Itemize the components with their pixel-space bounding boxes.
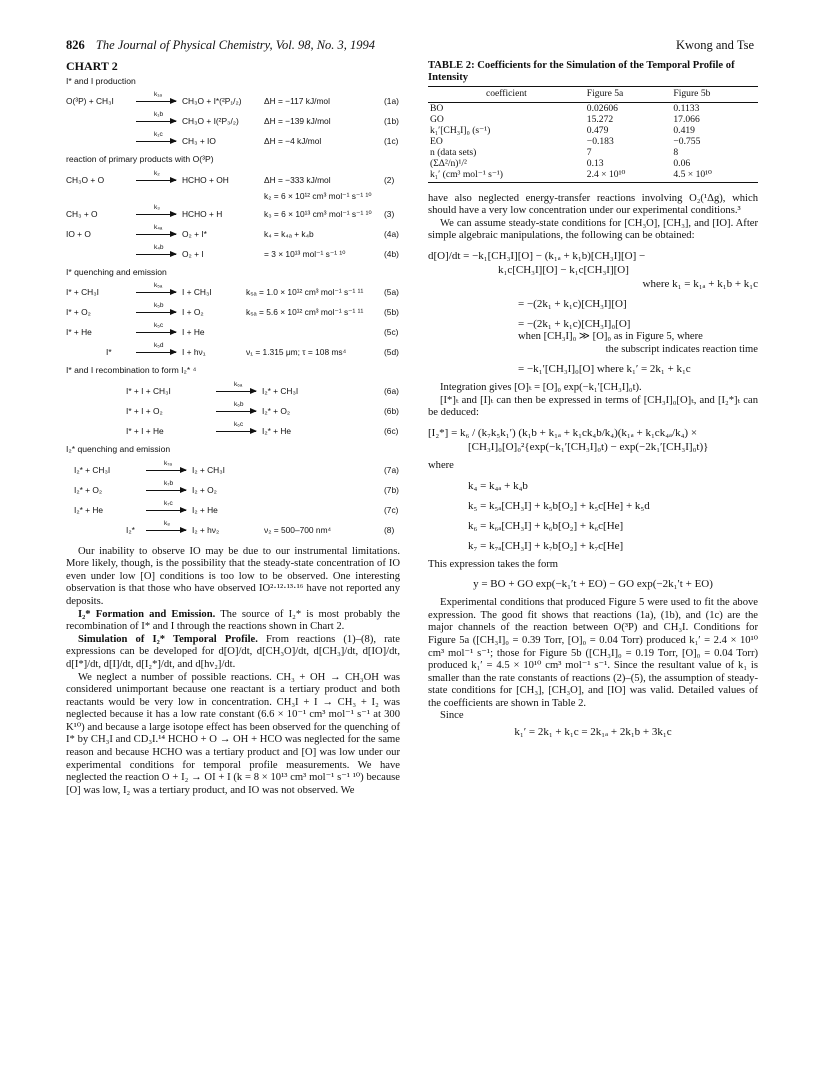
reaction-4a: IO + O k₄ₐ O₂ + I* k₄ = k₄ₐ + k₄b (4a) xyxy=(66,223,399,239)
table-cell: EO xyxy=(430,135,443,147)
arrow xyxy=(136,180,176,181)
equation: = −k₁′[CH₃I]₀[O] where k₁′ = 2k₁ + k₁c xyxy=(518,363,691,376)
arrow xyxy=(136,234,176,235)
reaction-5b: I* + O₂ k₅b I + O₂ k₅ₐ = 5.6 × 10¹² cm³ mol⁻¹ s⁻¹ ¹¹ (5b) xyxy=(66,302,399,318)
table-cell: 2.4 × 10¹⁰ xyxy=(585,169,672,183)
equation-i2-concentration: [I₂*] = k₆ / (k₇k₅k₁′) (k₁b + k₁ₐ + k₁ck₄b/k₄)(k₁ₐ + k₁ck₄ₐ/k₄) × [CH₃I]₀[O]₀²{exp(−k₁′[CH₃I]₀t) − exp(−2k₁′[CH₃I]₀t)} xyxy=(428,426,709,453)
equation-rate-o: d[O]/dt = −k₁[CH₃I][O] − (k₁ₐ + k₁b)[CH₃I][O] − k₁c[CH₃I][O] − k₁c[CH₃I][O] where k₁ = k₁ₐ + k₁b + k₁c xyxy=(428,249,758,290)
table-cell: −0.755 xyxy=(673,135,701,147)
reaction-7c: I₂* + He k₇c I₂ + He (7c) xyxy=(74,499,399,515)
table-cell: 4.5 × 10¹⁰ xyxy=(671,169,758,183)
arrow xyxy=(216,391,256,392)
table-cell: BO xyxy=(430,102,444,114)
arrow xyxy=(216,431,256,432)
arrow xyxy=(136,141,176,142)
table-cell: 0.1133 xyxy=(673,102,700,114)
arrow xyxy=(136,292,176,293)
left-column xyxy=(66,60,400,797)
table-cell: 0.02606 xyxy=(586,102,618,114)
table-cell: 0.479 xyxy=(586,124,609,136)
table-header-cell: Figure 5b xyxy=(671,87,758,103)
table-cell: 0.06 xyxy=(673,157,691,169)
reaction-5a: I* + CH₃I k₅ₐ I + CH₃I k₅ₐ = 1.0 × 10¹² cm³ mol⁻¹ s⁻¹ ¹¹ (5a) xyxy=(66,282,399,298)
running-header xyxy=(66,38,754,54)
arrow xyxy=(146,470,186,471)
section-label: I* quenching and emission xyxy=(66,266,167,277)
reaction-5d: I* k₅d I + hν₁ ν₁ = 1.315 μm; τ = 108 ms⁴ (5d) xyxy=(106,342,399,358)
section-label: I₂* quenching and emission xyxy=(66,443,171,454)
reaction-6b: I* + I + O₂ k₆b I₂* + O₂ (6b) xyxy=(126,400,399,416)
equation-note: when [CH₃I]₀ ≫ [O]₀ as in Figure 5, where xyxy=(518,330,703,342)
equation: = −(2k₁ + k₁c)[CH₃I]₀[O] xyxy=(518,317,631,330)
reaction-1a: O(³P) + CH₃I k₁ₐ CH₃O + I*(²P₁/₂) ΔH = −117 kJ/mol (1a) xyxy=(66,91,399,107)
paragraph: We neglect a number of possible reactions. CH₃ + OH → CH₃OH was considered unimportant because one reactant is a tertiary product and both reactants would be very low in concentration. CH₃I + I → CH₃ + I₂ was neglected because it has a low rate constant (6.6 × 10⁻¹ cm³ mol⁻¹ s⁻¹ at 300 K¹⁰) and because a large isotope effect has been observed for the quenching of I* by CH₃I and CD₃I.¹⁴ HCHO + O → OH + HCO was neglected for the same reason and because HCHO was a tertiary product and [O] was low under our experimental conditions for temporal profile measurements. We have neglected the reaction O + I₂ → OI + I (k = 8 × 10¹³ cm³ mol⁻¹ s⁻¹ ¹⁰) because [O] was low, I₂ was a tertiary product, and IO was not observed. We xyxy=(66,671,400,796)
arrow xyxy=(136,352,176,353)
section-label: I* and I production xyxy=(66,75,136,86)
reaction-1b: k₁b CH₃O + I(²P₃/₂) ΔH = −139 kJ/mol (1b) xyxy=(66,111,400,131)
arrow xyxy=(146,490,186,491)
section-label: reaction of primary products with O(³P) xyxy=(66,154,214,165)
arrow xyxy=(136,214,176,215)
paragraph: We can assume steady-state conditions for [CH₃O], [CH₃], and [IO]. After simple algebraic manipulations, the following can be obtained: xyxy=(428,217,758,242)
page-number: 826 xyxy=(66,38,85,52)
table-cell: k₁′ (cm³ mol⁻¹ s⁻¹) xyxy=(428,169,585,183)
reaction-7b: I₂* + O₂ k₇b I₂ + O₂ (7b) xyxy=(74,479,399,495)
reaction-1c: k₁c CH₃ + IO ΔH = −4 kJ/mol (1c) xyxy=(66,131,400,151)
arrow xyxy=(146,510,186,511)
paragraph: Our inability to observe IO may be due to our instrumental limitations. More likely, though, is the possibility that the steady-state concentration of IO even under low [O] conditions is too low to be observed. One interesting observation is that those who have observed IO²·¹²·¹³·¹⁶ have not reported any deposits. xyxy=(66,545,400,607)
reaction-2: CH₃O + O k₂ HCHO + OH ΔH = −333 kJ/mol (2) xyxy=(66,169,395,185)
paragraph: Simulation of I₂* Temporal Profile. From reactions (1)–(8), rate expressions can be developed for d[O]/dt, d[CH₃O]/dt, d[CH₃]/dt, d[IO]/dt, d[I*]/dt, d[I]/dt, d[I₂*]/dt, and d[hν₂]/dt. xyxy=(66,633,400,670)
table-row xyxy=(428,147,758,158)
table-cell: 15.272 xyxy=(586,113,614,125)
right-column xyxy=(428,60,758,745)
table-cell: −0.183 xyxy=(586,135,614,147)
authors: Kwong and Tse xyxy=(675,38,754,52)
table-cell: k₁′[CH₃I]₀ (s⁻¹) xyxy=(430,124,491,136)
table-cell: n (data sets) xyxy=(430,146,477,158)
table-cell: 7 xyxy=(586,146,592,158)
paragraph: have also neglected energy-transfer reactions involving O₂(¹Δg), which should have a very low concentration under our experimental conditions.³ xyxy=(428,192,758,217)
reaction-8: I₂* k₈ I₂ + hν₂ ν₂ = 500–700 nm⁴ (8) xyxy=(126,519,395,535)
table-cell: (ΣΔ²/n)¹/² xyxy=(430,157,467,169)
equation-note: the subscript indicates reaction time xyxy=(605,343,758,355)
paragraph: This expression takes the form xyxy=(428,558,559,570)
arrow xyxy=(146,530,186,531)
table-header-cell: coefficient xyxy=(428,87,585,103)
table-cell: 0.419 xyxy=(673,124,695,136)
arrow xyxy=(136,101,176,102)
section-label: I* and I recombination to form I₂* ⁴ xyxy=(66,365,197,376)
chart-title: CHART 2 xyxy=(66,59,118,73)
reaction-4b: k₄b O₂ + I = 3 × 10¹³ mol⁻¹ s⁻¹ ¹⁰ (4b) xyxy=(66,244,400,264)
rate-constant-2: k₂ = 6 × 10¹² cm³ mol⁻¹ s⁻¹ ¹⁰ xyxy=(264,190,372,201)
journal-citation: The Journal of Physical Chemistry, Vol. 98, No. 3, 1994 xyxy=(95,38,376,52)
table-title: TABLE 2: Coefficients for the Simulation of the Temporal Profile of Intensity xyxy=(428,60,735,83)
paragraph: Integration gives [O]ₜ = [O]₀ exp(−k₁′[CH₃I]₀t). xyxy=(440,382,642,394)
equation-fit: y = BO + GO exp(−k₁′t + EO) − GO exp(−2k₁′t + EO) xyxy=(473,578,713,591)
table-cell: 0.13 xyxy=(586,157,604,169)
arrow xyxy=(216,411,256,412)
arrow xyxy=(136,332,176,333)
arrow xyxy=(136,312,176,313)
reaction-6a: I* + I + CH₃I k₆ₐ I₂* + CH₃I (6a) xyxy=(126,380,399,396)
table-cell: 8 xyxy=(673,146,679,158)
equation: = −(2k₁ + k₁c)[CH₃I][O] xyxy=(518,297,627,310)
equation: k₄ = k₄ₐ + k₄b xyxy=(468,479,528,492)
table-header-row xyxy=(428,87,758,103)
paragraph: Since xyxy=(440,710,464,722)
reaction-5c: I* + He k₅c I + He (5c) xyxy=(66,322,399,338)
table-cell: GO xyxy=(430,113,444,125)
reaction-3: CH₃ + O k₃ HCHO + H k₃ = 6 × 10¹³ cm³ mol⁻¹ s⁻¹ ¹⁰ (3) xyxy=(66,203,395,219)
equation: k₆ = k₆ₐ[CH₃I] + k₆b[O₂] + k₆c[He] xyxy=(468,519,624,532)
where-label: where xyxy=(428,459,454,471)
table-row xyxy=(428,102,758,114)
paragraph: Experimental conditions that produced Figure 5 were used to fit the above expression. The good fit shows that reactions (1a), (1b), and (1c) are the major channels of the reaction between O(³P) and CH₃I. Conditions for Figure 5a ([CH₃I]₀ = 0.39 Torr, [O]₀ = 0.04 Torr) produced k₁′ = 2.4 × 10¹⁰ cm³ mol⁻¹ s⁻¹; those for Figure 5b ([CH₃I]₀ = 0.19 Torr, [O]₀ = 0.04 Torr) produced k₁′ = 4.5 × 10¹⁰ cm³ mol⁻¹ s⁻¹. Since the resultant value of k₁ is smaller than the rate constants of reactions (2)–(5), the assumption of steady-state conditions for [CH₃], [CH₃O], and [IO] was valid. Detailed values of the coefficients are shown in Table 2. xyxy=(428,597,758,709)
paragraph: I₂* Formation and Emission. The source of I₂* is most probably the recombination of I* and I through the reactions shown in Chart 2. xyxy=(66,608,400,633)
table-row xyxy=(428,114,758,125)
table-cell: 17.066 xyxy=(673,113,700,125)
reaction-7a: I₂* + CH₃I k₇ₐ I₂ + CH₃I (7a) xyxy=(74,459,399,475)
paragraph: [I*]ₜ and [I]ₜ can then be expressed in terms of [CH₃I]₀[O]ₜ, and [I₂*]ₜ can be deduced: xyxy=(428,394,758,419)
table-row xyxy=(428,125,758,136)
arrow xyxy=(136,121,176,122)
equation: k₁′ = 2k₁ + k₁c = 2k₁ₐ + 2k₁b + 3k₁c xyxy=(514,726,672,739)
table-header-cell: Figure 5a xyxy=(585,87,672,103)
equation: k₅ = k₅ₐ[CH₃I] + k₅b[O₂] + k₅c[He] + k₅d xyxy=(468,499,650,512)
equation: k₇ = k₇ₐ[CH₃I] + k₇b[O₂] + k₇c[He] xyxy=(468,539,624,552)
table-row xyxy=(428,136,758,147)
coefficient-table xyxy=(428,86,758,183)
table-row xyxy=(428,169,758,183)
reaction-6c: I* + I + He k₆c I₂* + He (6c) xyxy=(126,420,399,436)
arrow xyxy=(136,254,176,255)
table-row xyxy=(428,158,758,169)
